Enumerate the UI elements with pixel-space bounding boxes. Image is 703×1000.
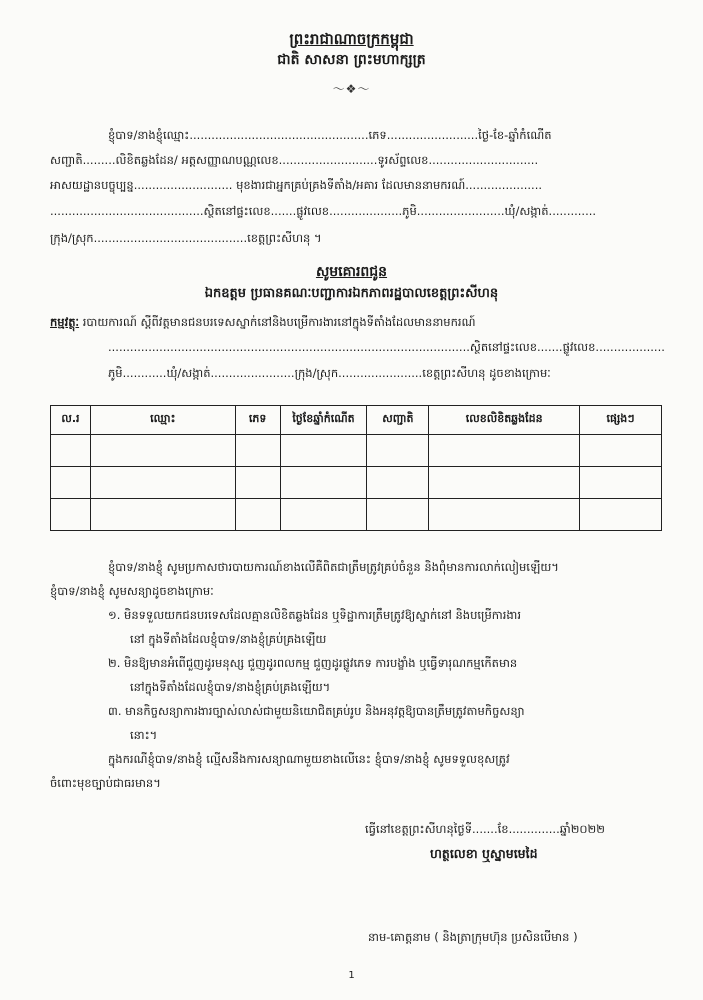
col-header-no: ល.រ <box>51 406 91 435</box>
name-label: នាម-គោត្តនាម ( និងត្រាក្រុមហ៊ុន ប្រសិនបើមាន ) <box>368 930 578 944</box>
declaration-p1: ខ្ញុំបាទ/នាងខ្ញុំ សូមប្រកាសថារបាយការណ៍ខាងលើគឺពិតជាត្រឹមត្រូវគ្រប់ចំនួន និងពុំមានការលាក់លៀមឡើយ។ <box>108 560 559 574</box>
promise-3b: នោះ។ <box>130 728 158 742</box>
page-number: 1 <box>348 970 355 981</box>
table-row <box>51 467 662 499</box>
signature-label: ហត្ថលេខា ឬស្នាមមេដៃ <box>430 846 538 861</box>
intro-line-2: សញ្ជាតិ.........លិខិតឆ្លងដែន/ អត្តសញ្ញាណបណ្ណលេខ...........................ទូរស័ព្ទលេខ.............................. <box>50 153 539 167</box>
table-row <box>51 499 662 531</box>
subject-text: របាយការណ៍ ស្តីពីវត្តមានជនបរទេសស្នាក់នៅនិងបម្រើការងារនៅក្នុងទីតាំងដែលមាននាមករណ៍ <box>79 315 476 329</box>
subject-label: កម្មវត្ថុៈ <box>50 315 80 329</box>
promise-2b: នៅក្នុងទីតាំងដែលខ្ញុំបាទ/នាងខ្ញុំគ្រប់គ្រងឡើយ។ <box>130 680 331 694</box>
col-header-dob: ថ្ងៃខែឆ្នាំកំណើត <box>280 406 367 435</box>
promise-1b: នៅ ក្នុងទីតាំងដែលខ្ញុំបាទ/នាងខ្ញុំគ្រប់គ្រងឡើយ <box>130 632 327 646</box>
promise-2a: ២. មិនឱ្យមានអំពើជួញដូរមនុស្ស ជួញដូរពលកម្ម ជួញដូរផ្លូវភេទ ការបង្ខាំង ឬធ្វើទារុណកម្មកើតមាន <box>108 656 518 670</box>
subject-line-1 <box>50 315 476 330</box>
intro-line-4: ..........................................ស្ថិតនៅផ្ទះលេខ.......ផ្លូវលេខ....................ភូមិ........................ឃុំ/សង្កាត់............. <box>50 204 597 218</box>
subject-line-3: ភូមិ............ឃុំ/សង្កាត់.......................ក្រុង/ស្រុក.......................ខេត្តព្រះសីហនុ ដូចខាងក្រោមៈ <box>108 366 551 380</box>
recipient-heading: ឯកឧត្តម ប្រធានគណៈបញ្ជាការឯកភាពរដ្ឋបាលខេត្តព្រះសីហនុ <box>204 286 499 301</box>
col-header-other: ផ្សេងៗ <box>580 406 662 435</box>
promise-1a: ១. មិនទទួលយកជនបរទេសដែលគ្មានលិខិតឆ្លងដែន ឬទិដ្ឋាការត្រឹមត្រូវឱ្យស្នាក់នៅ និងបម្រើការងារ <box>108 608 521 622</box>
declaration-p3b: ចំពោះមុខច្បាប់ជាធរមាន។ <box>50 776 161 790</box>
intro-line-5: ក្រុង/ស្រុក..........................................ខេត្តព្រះសីហនុ ។ <box>50 231 322 245</box>
promise-3a: ៣. មានកិច្ចសន្យាការងារច្បាស់លាស់ជាមួយនិយោជិតគ្រប់រូប និងអនុវត្តឱ្យបានត្រឹមត្រូវតាមកិច្ចសន្យា <box>108 704 525 718</box>
declaration-p3a: ក្នុងករណីខ្ញុំបាទ/នាងខ្ញុំ ល្មើសនឹងការសន្យាណាមួយខាងលើនេះ ខ្ញុំបាទ/នាងខ្ញុំ សូមទទួលខុសត្រូវ <box>108 752 510 766</box>
motto: ជាតិ សាសនា ព្រះមហាក្សត្រ <box>277 52 426 68</box>
intro-line-1: ខ្ញុំបាទ/នាងខ្ញុំឈ្មោះ.................................................ភេទ.........................ថ្ងៃ-ខែ-ឆ្នាំកំណើត <box>108 128 552 142</box>
kingdom-title: ព្រះរាជាណាចក្រកម្ពុជា <box>289 30 414 48</box>
ornament-divider: 〜❖〜 <box>332 82 371 96</box>
foreigner-table <box>50 405 662 531</box>
subject-line-2: ...................................................................................................ស្ថិតនៅផ្ទះលេខ.......ផ្លូវលេខ................... <box>108 340 665 354</box>
respect-heading: សូមគោរពជូន <box>315 264 388 280</box>
table-row <box>51 435 662 467</box>
date-line: ធ្វើនៅខេត្តព្រះសីហនុថ្ងៃទី.......ខែ..............ឆ្នាំ២០២២ <box>365 822 605 836</box>
table-header-row <box>51 406 662 435</box>
col-header-passport: លេខលិខិតឆ្លងដែន <box>429 406 580 435</box>
intro-line-3: អាសយដ្ឋានបច្ចុប្បន្ន........................... មុខងារជាអ្នកគ្រប់គ្រងទីតាំង/អគារ ដែលមាននាមករណ៍..................... <box>50 178 543 192</box>
col-header-name: ឈ្មោះ <box>90 406 235 435</box>
declaration-p2: ខ្ញុំបាទ/នាងខ្ញុំ សូមសន្យាដូចខាងក្រោមៈ <box>50 584 214 598</box>
col-header-sex: ភេទ <box>235 406 280 435</box>
col-header-nationality: សញ្ជាតិ <box>367 406 429 435</box>
